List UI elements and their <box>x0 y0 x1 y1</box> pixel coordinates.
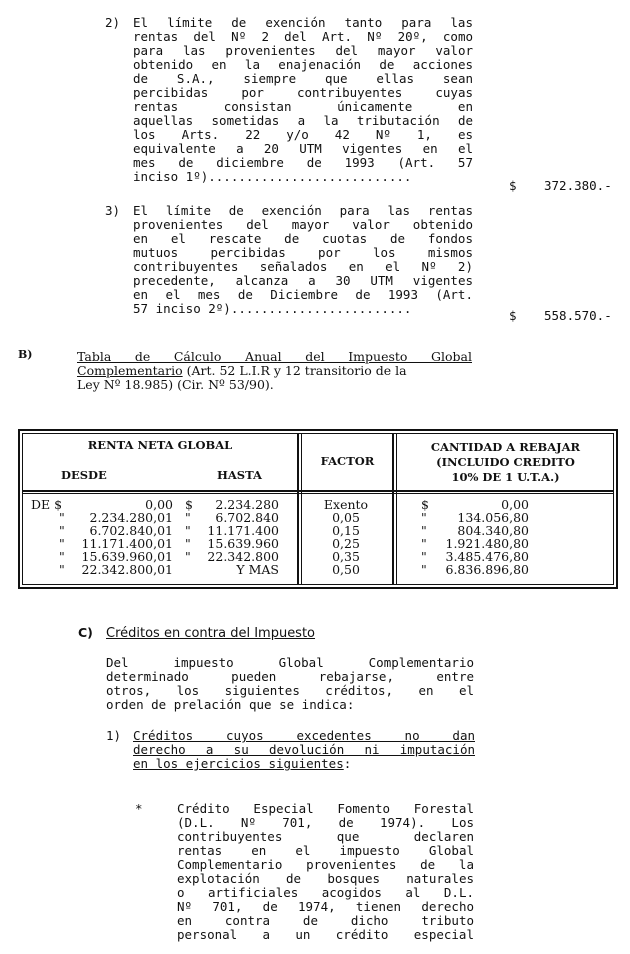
row-hasta: Y MAS <box>236 562 279 577</box>
text-line: rentas en el impuesto Global <box>177 843 474 858</box>
item-3-currency: $ <box>509 308 517 323</box>
header-renta-neta-global: RENTA NETA GLOBAL <box>87 438 233 452</box>
row-prefix: " <box>59 536 65 551</box>
text-line: obtenido en la enajenación de acciones <box>133 57 473 72</box>
row-factor: 0,15 <box>332 523 360 538</box>
text-line: mes de diciembre de 1993 (Art. 57 <box>133 155 473 170</box>
text-line: inciso 1º)........................... <box>133 169 412 184</box>
row-hasta-prefix: " <box>185 536 191 551</box>
row-rebaja: 6.836.896,80 <box>445 562 529 577</box>
row-hasta-prefix: $ <box>185 497 193 512</box>
section-c-letter: C) <box>78 625 93 640</box>
text-line: los Arts. 22 y/o 42 Nº 1, es <box>133 127 473 142</box>
row-rebaja-prefix: $ <box>421 497 429 512</box>
row-prefix: " <box>59 562 65 577</box>
item-3-text <box>133 204 473 316</box>
text-line: aquellas sometidas a la tributación de <box>133 113 473 128</box>
row-factor: 0,05 <box>332 510 360 525</box>
header-hasta: HASTA <box>217 468 262 482</box>
row-desde: 22.342.800,01 <box>81 562 173 577</box>
text-line: (D.L. Nº 701, de 1974). Los <box>177 815 474 830</box>
text-line: mutuos percibidas por los mismos <box>133 245 473 260</box>
row-prefix: " <box>59 510 65 525</box>
row-prefix: " <box>59 549 65 564</box>
text-line: personal a un crédito especial <box>177 927 474 942</box>
header-cantidad-line-1: CANTIDAD A REBAJAR <box>430 440 581 454</box>
sub-1-title <box>133 729 475 771</box>
text-line: El límite de exención tanto para las <box>133 15 473 30</box>
row-rebaja: 3.485.476,80 <box>445 549 529 564</box>
text-line: Nº 701, de 1974, tienen derecho <box>177 899 474 914</box>
text-line: Crédito Especial Fomento Forestal <box>177 801 474 816</box>
row-factor: 0,35 <box>332 549 360 564</box>
row-rebaja: 804.340,80 <box>457 523 529 538</box>
row-hasta-prefix: " <box>185 523 191 538</box>
bullet-marker: * <box>135 801 143 816</box>
tax-table <box>18 429 618 589</box>
text-line <box>133 757 475 771</box>
text-line: contribuyentes que declaren <box>177 829 474 844</box>
text-line: contribuyentes señalados en el Nº 2) <box>133 259 473 274</box>
text-line: precedente, alcanza a 30 UTM vigentes <box>133 273 473 288</box>
text-line: determinado pueden rebajarse, entre <box>106 669 474 684</box>
item-2-text <box>133 16 473 184</box>
sub-1-number: 1) <box>106 728 122 743</box>
section-b-title: Tabla de Cálculo Anual del Impuesto Global <box>77 349 472 364</box>
table-header-rule <box>23 490 613 492</box>
item-2-amount: 372.380.- <box>544 178 612 193</box>
row-rebaja: 1.921.480,80 <box>445 536 529 551</box>
row-desde: 15.639.960,01 <box>81 549 173 564</box>
row-hasta: 15.639.960 <box>207 536 279 551</box>
text-line: Del impuesto Global Complementario <box>106 655 474 670</box>
text-line: en el mes de Diciembre de 1993 (Art. <box>133 287 473 302</box>
table-divider <box>396 434 397 584</box>
item-2-currency: $ <box>509 178 517 193</box>
row-rebaja-prefix: " <box>421 510 427 525</box>
row-desde: 11.171.400,01 <box>81 536 173 551</box>
text-line: Complementario provenientes de la <box>177 857 474 872</box>
row-hasta-prefix: " <box>185 510 191 525</box>
text-line: de S.A., siempre que ellas sean <box>133 71 473 86</box>
text-line: El límite de exención para las rentas <box>133 203 473 218</box>
text-line: percibidas por contribuyentes cuyas <box>133 85 473 100</box>
text-line: equivalente a 20 UTM vigentes en el <box>133 141 473 156</box>
text-line: en el rescate de cuotas de fondos <box>133 231 473 246</box>
row-prefix: " <box>59 523 65 538</box>
row-hasta-prefix: " <box>185 549 191 564</box>
text-line: derecho a su devolución ni imputación <box>133 742 475 757</box>
item-2-number: 2) <box>105 15 121 30</box>
header-cantidad-line-2: (INCLUIDO CREDITO <box>436 455 575 469</box>
row-rebaja: 134.056,80 <box>457 510 529 525</box>
item-3-number: 3) <box>105 203 121 218</box>
text-line: otros, los siguientes créditos, en el <box>106 683 474 698</box>
row-rebaja-prefix: " <box>421 562 427 577</box>
row-rebaja: 0,00 <box>501 497 529 512</box>
row-hasta: 22.342.800 <box>207 549 279 564</box>
tax-table-inner <box>22 433 614 585</box>
row-factor: 0,50 <box>332 562 360 577</box>
row-desde: 0,00 <box>145 497 173 512</box>
row-prefix: DE $ <box>31 497 63 512</box>
row-hasta: 11.171.400 <box>207 523 279 538</box>
section-b-underlined-word: Complementario <box>77 363 183 378</box>
row-hasta: 6.702.840 <box>215 510 279 525</box>
sub-1-colon: : <box>343 756 352 771</box>
text-line: o artificiales acogidos al D.L. <box>177 885 474 900</box>
sub-1-last-line: en los ejercicios siguientes <box>133 756 344 771</box>
text-line: en contra de dicho tributo <box>177 913 474 928</box>
text-line: rentas consistan únicamente en <box>133 99 473 114</box>
item-3-amount: 558.570.- <box>544 308 612 323</box>
row-rebaja-prefix: " <box>421 549 427 564</box>
header-cantidad-line-3: 10% DE 1 U.T.A.) <box>451 470 560 484</box>
text-line: Créditos cuyos excedentes no dan <box>133 728 475 743</box>
row-factor: 0,25 <box>332 536 360 551</box>
text-line: para las provenientes del mayor valor <box>133 43 473 58</box>
text-line: orden de prelación que se indica: <box>106 697 355 712</box>
row-desde: 6.702.840,01 <box>89 523 173 538</box>
row-factor: Exento <box>323 497 369 512</box>
row-desde: 2.234.280,01 <box>89 510 173 525</box>
bullet-text <box>177 802 474 942</box>
section-b-line-2 <box>77 364 407 378</box>
section-b-letter: B) <box>18 348 33 361</box>
section-b-line-2-rest: (Art. 52 L.I.R y 12 transitorio de la <box>182 363 407 378</box>
table-header-rule <box>23 493 613 494</box>
text-line: 57 inciso 2º)........................ <box>133 301 412 316</box>
text-line: provenientes del mayor valor obtenido <box>133 217 473 232</box>
table-divider <box>297 434 299 584</box>
text-line: rentas del Nº 2 del Art. Nº 20º, como <box>133 29 473 44</box>
header-factor: FACTOR <box>320 454 375 468</box>
row-hasta: 2.234.280 <box>215 497 279 512</box>
section-c-intro <box>106 656 474 712</box>
section-c-title: Créditos en contra del Impuesto <box>106 626 316 641</box>
text-line: explotación de bosques naturales <box>177 871 474 886</box>
table-divider <box>392 434 394 584</box>
header-desde: DESDE <box>61 468 107 482</box>
row-rebaja-prefix: " <box>421 523 427 538</box>
section-b-line-3: Ley Nº 18.985) (Cir. Nº 53/90). <box>77 377 274 392</box>
row-rebaja-prefix: " <box>421 536 427 551</box>
